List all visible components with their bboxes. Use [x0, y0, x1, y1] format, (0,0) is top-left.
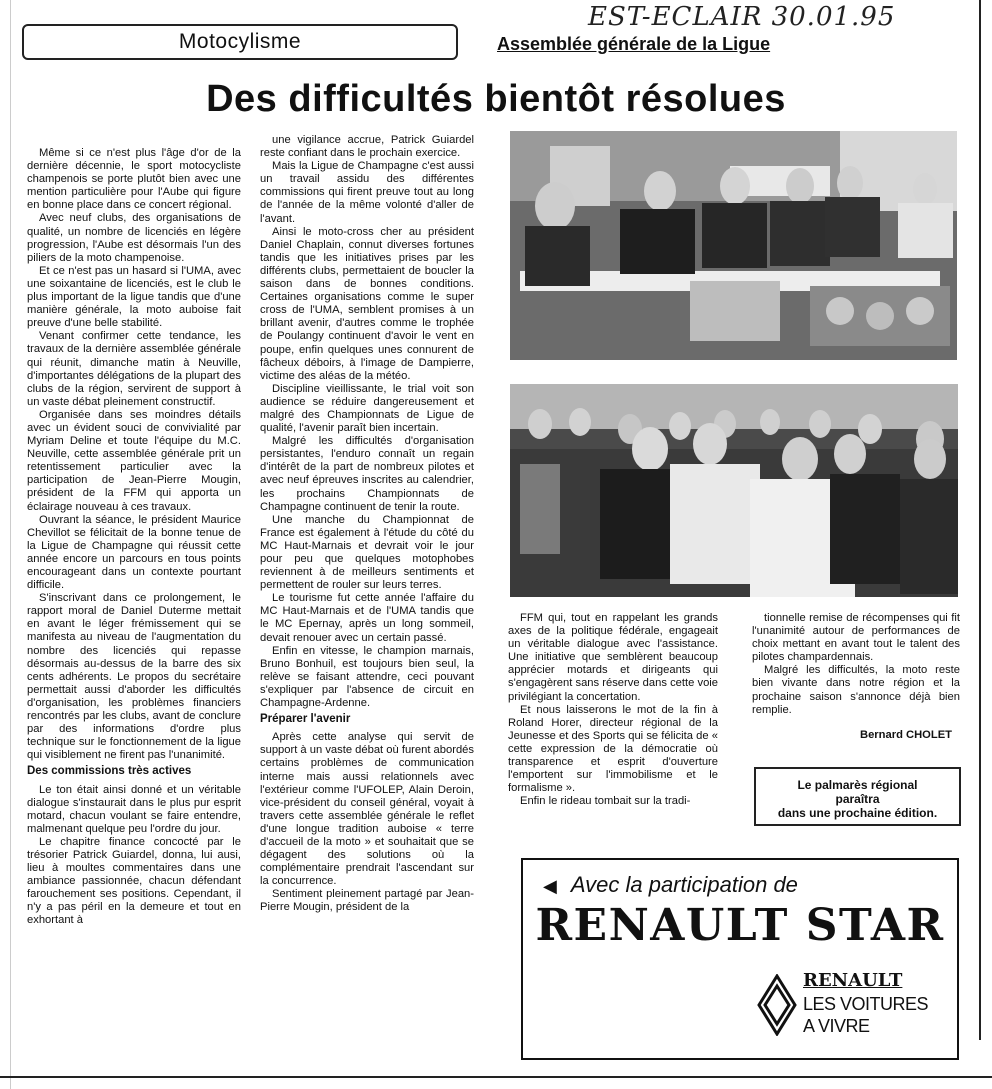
logo-slogan-line-1: LES VOITURES — [803, 994, 929, 1014]
section-rubric: Motocylisme — [22, 24, 458, 60]
article-subhead: Assemblée générale de la Ligue — [497, 34, 771, 54]
paragraph: Le tourisme fut cette année l'affaire du MC Haut-Marnais et de l'UMA tandis que le MC Epernay, après un long sommeil, devait renouer avec un certain passé. — [260, 592, 474, 644]
paragraph: Sentiment pleinement partagé par Jean-Pierre Mougin, président de la — [260, 888, 474, 914]
paragraph: Même si ce n'est plus l'âge d'or de la dernière décennie, le sport motocycliste champenois se porte plutôt bien avec une mention particulière pour l'Aube qui figure en bonne place dans ce concert régional. — [27, 147, 241, 212]
meeting-photo-audience — [510, 384, 958, 597]
notice-line: dans une prochaine édition. — [777, 806, 938, 820]
renault-diamond-icon — [757, 974, 797, 1036]
article-column-1 — [27, 147, 241, 1067]
logo-slogan-line-2: A VIVRE — [803, 1016, 870, 1036]
page-edge — [10, 0, 11, 1089]
meeting-photo-head-table — [510, 131, 957, 360]
author-byline: Bernard CHOLET — [860, 728, 952, 741]
notice-line: paraîtra — [835, 792, 880, 806]
handwritten-source-note: EST-ECLAIR 30.01.95 — [588, 2, 896, 32]
paragraph: Avec neuf clubs, des organisations de qualité, un nombre de licenciés en légère progression, l'Aube est désormais l'un des piliers de la moto champenoise. — [27, 212, 241, 264]
paragraph: S'inscrivant dans ce prolongement, le rapport moral de Daniel Duterme mettait en avant le léger frémissement qui se manifesta au niveau de l'augmentation du nombre des licenciés qui repasse désormais au-dessus de la barre des six cents adhérents. Le propos du secrétaire permettait aussi d'aborder les difficultés d'organisation, les problèmes financiers rencontrés par les clubs, avant de conclure par des informations d'ordre plus technique sur le fonctionnement de la ligue qui visiblement ne firent pas l'unanimité. — [27, 592, 241, 762]
logo-wordmark: RENAULT — [803, 970, 903, 991]
paragraph: Enfin le rideau tombait sur la tradi- — [520, 795, 691, 808]
photo-illustration — [510, 131, 957, 360]
section-subheading: Préparer l'avenir — [260, 713, 351, 726]
paragraph: Après cette analyse qui servit de support à un vaste débat où furent abordés certains problèmes de communication interne mais aussi relationnels avec l'extérieur comme l'UFOLEP, Alain Deroin, vice-président du conseil général, voyait à travers cette assemblée générale le reflet d'une longue tradition auboise « terre d'accueil de la moto » et souhaitait que se dégagent des solutions où la complémentaire prendrait l'ascendant sur la concurrence. — [260, 731, 474, 888]
article-headline: Des difficultés bientôt résolues — [206, 78, 786, 120]
article-column-4 — [752, 612, 960, 752]
paragraph: Mais la Ligue de Champagne c'est aussi un travail assidu des différentes commissions qui firent preuve tout au long de l'année de la même volonté d'aller de l'avant. — [260, 160, 474, 225]
paragraph: Et ce n'est pas un hasard si l'UMA, avec une soixantaine de licenciés, est le club le plus important de la ligue tandis que d'une manière générale, la moto auboise fait preuve d'une belle stabilité. — [27, 264, 241, 330]
article-column-3 — [508, 612, 718, 824]
paragraph: Le chapitre finance concocté par le trésorier Patrick Guiardel, donna, lui ausi, lieu à moultes commentaires dans une ambiance passionnée, chacun défendant farouchement ses positions. Cependant, il n'y a pas péril en la demeure et tout en exhortant à — [27, 835, 241, 927]
frame-bottom-rule — [0, 1076, 992, 1078]
paragraph: une vigilance accrue, Patrick Guiardel reste confiant dans le prochain exercice. — [260, 134, 474, 160]
renault-logo — [757, 970, 937, 1042]
paragraph: Ainsi le moto-cross cher au président Daniel Chaplain, connut diverses fortunes tandis que les initiatives prises par les différents clubs, permettaient de boucler la saison dans de bonnes conditions. Certaines organisations comme le super cross de l'UMA, semblent promises à un brillant avenir, d'autres comme le trophée de Poulangy continuent d'avoir le vent en poupe, enfin quelques unes connurent de fâcheux déboirs, à l'image de Dampierre, victime des aléas de la météo. — [260, 225, 474, 382]
notice-line: Le palmarès régional — [797, 778, 918, 792]
paragraph: Organisée dans ses moindres détails avec un évident souci de convivialité par Myriam Deline et toute l'équipe du M.C. Neuville, cette assemblée générale prit un retentissement particulier avec la participation de Jean-Pierre Mougin, président de la FFM qui apporta un éclairage nouveau à ces travaux. — [27, 408, 241, 513]
paragraph: Venant confirmer cette tendance, les travaux de la dernière assemblée générale qui réunit, dimanche matin à Neuville, d'importantes délégations de la plupart des clubs de la région, servirent de support à un vaste débat pleinement constructif. — [27, 330, 241, 408]
sponsor-advertisement — [521, 858, 959, 1060]
palmares-notice-box — [754, 767, 961, 826]
arrow-left-icon: ◀ — [543, 876, 557, 896]
paragraph: Malgré les difficultés, la moto reste bien vivante dans notre région et la prochaine saison s'annonce déjà bien remplie. — [752, 664, 960, 716]
paragraph: Enfin en vitesse, le champion marnais, Bruno Bonhuil, est toujours bien seul, la relève se faisant attendre, ceci pouvant s'expliquer par l'absence de circuit en Champagne-Ardenne. — [260, 644, 474, 710]
paragraph: Et nous laisserons le mot de la fin à Roland Horer, directeur régional de la Jeunesse et des Sports qui se félicita de « cette expression de la démocratie où transparence et esprit d'ouverture l'emportent sur l'immobilisme et le formalisme ». — [508, 703, 718, 795]
ad-tagline-text: Avec la participation de — [570, 872, 798, 897]
paragraph: Ouvrant la séance, le président Maurice Chevillot se félicitait de la bonne tenue de la Ligue de Champagne qui réussit cette année encore un parcours en tous points encourageant dans un contexte pourtant difficile. — [27, 513, 241, 592]
paragraph: Malgré les difficultés d'organisation persistantes, l'enduro connaît un regain d'intérêt de la part de nombreux pilotes et avec neuf épreuves inscrites au calendrier, les prochains Championnats de Champagne continuent de tenir la route. — [260, 435, 474, 513]
ad-tagline — [543, 872, 798, 898]
ad-brand-name: RENAULT STAR — [535, 900, 945, 951]
paragraph: FFM qui, tout en rappelant les grands axes de la politique fédérale, engageait un véritable dialogue avec l'assistance. Une initiative que semblèrent beaucoup apprécier motards et dirigeants qui s'engagèrent sans réserve dans cette voie privilégiant la concertation. — [508, 612, 718, 703]
paragraph: Le ton était ainsi donné et un véritable dialogue s'instaurait dans le plus pur esprit motard, chacun voulant se faire entendre, malmenant quelque peu l'ordre du jour. — [27, 783, 241, 835]
article-column-2 — [260, 134, 474, 1066]
photo-illustration — [510, 384, 958, 597]
section-subheading: Des commissions très actives — [27, 765, 192, 778]
paragraph: Discipline vieillissante, le trial voit son audience se réduire dangereusement et malgré des Championnats de Ligue de qualité, l'avenir paraît bien incertain. — [260, 382, 474, 435]
paragraph: Une manche du Championnat de France est également à l'étude du côté du MC Haut-Marnais et devrait voir le jour pour peu que quelques motophobes reviennent à de meilleurs sentiments et permettent de rouler sur leurs terres. — [260, 513, 474, 592]
paragraph: tionnelle remise de récompenses qui fit l'unanimité autour de performances de choix mettant en avant tout le talent des pilotes champardennais. — [752, 612, 960, 664]
frame-right-rule — [979, 0, 981, 1040]
